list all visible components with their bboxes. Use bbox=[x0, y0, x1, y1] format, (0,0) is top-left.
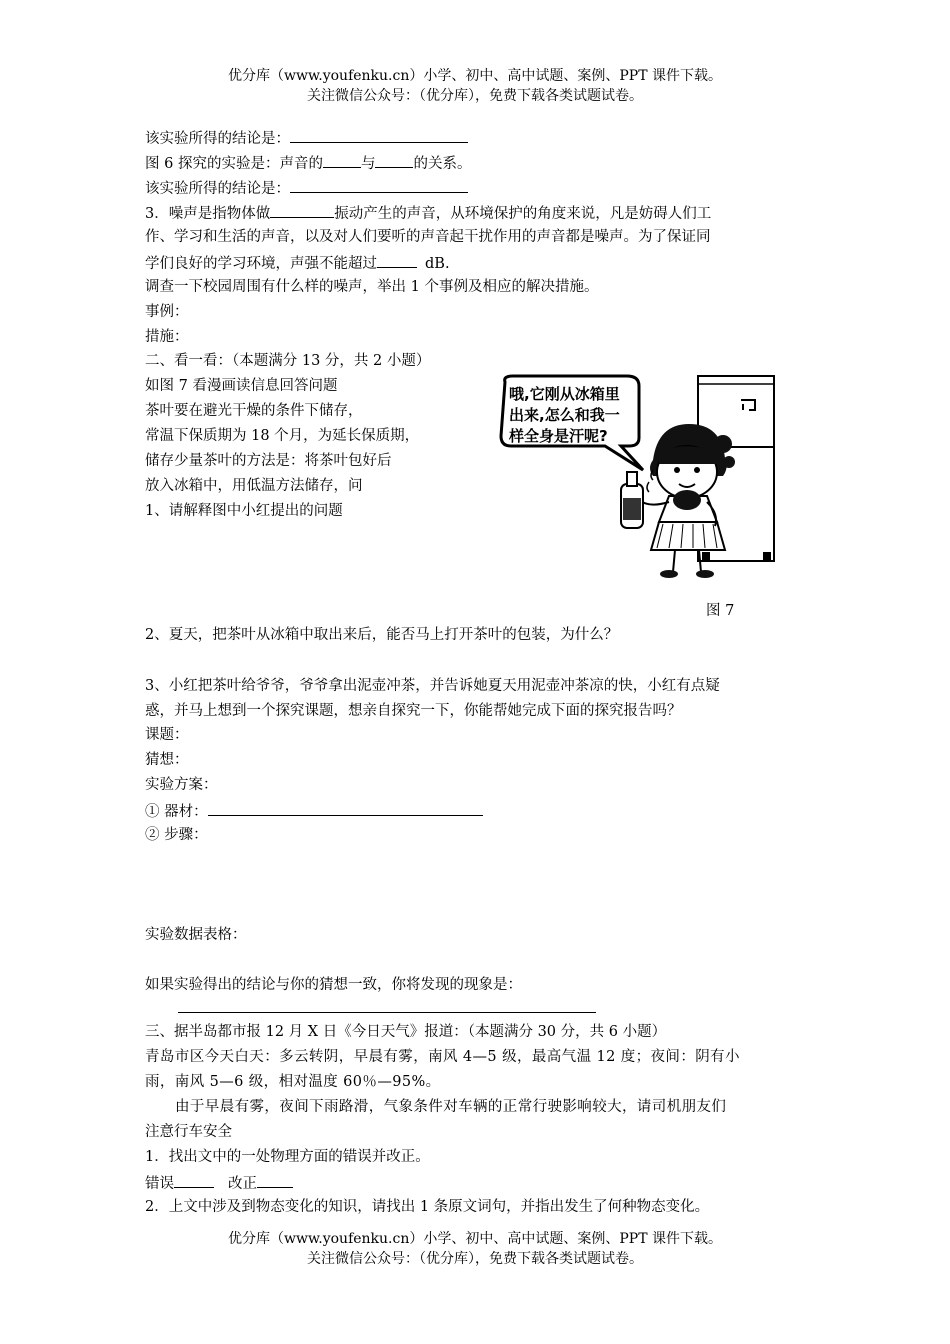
conclusion-label: 该实验所得的结论是： bbox=[145, 131, 290, 147]
part2-text-line-3: 常温下保质期为 18 个月，为延长保质期， bbox=[145, 428, 420, 444]
error-label: 错误 bbox=[145, 1176, 174, 1192]
equipment-label: ① 器材： bbox=[145, 804, 208, 820]
answer-blank[interactable] bbox=[178, 1011, 596, 1013]
part2-text-line-2: 茶叶要在避光干燥的条件下储存， bbox=[145, 403, 363, 419]
survey-line: 调查一下校园周围有什么样的噪声，举出 1 个事例及相应的解决措施。 bbox=[145, 279, 599, 295]
answer-blank[interactable] bbox=[174, 1172, 214, 1188]
answer-blank[interactable] bbox=[375, 152, 413, 168]
noise-question-line-2: 作、学习和生活的声音，以及对人们要听的声音起干扰作用的声音都是噪声。为了保证同 bbox=[145, 229, 711, 245]
fig6-line bbox=[145, 152, 471, 174]
phenomenon-question: 如果实验得出的结论与你的猜想一致，你将发现的现象是： bbox=[145, 977, 522, 993]
part3-question-1: 1．找出文中的一处物理方面的错误并改正。 bbox=[145, 1149, 430, 1165]
part2-text-line-5: 放入冰箱中，用低温方法储存，问 bbox=[145, 478, 363, 494]
noise-text-c: 学们良好的学习环境，声强不能超过 bbox=[145, 256, 377, 272]
noise-text-b: 振动产生的声音，从环境保护的角度来说，凡是妨碍人们工 bbox=[334, 206, 712, 222]
answer-blank[interactable] bbox=[377, 252, 417, 268]
answer-blank[interactable] bbox=[323, 152, 361, 168]
header-line-1: 优分库（www.youfenku.cn）小学、初中、高中试题、案例、PPT 课件下载。 bbox=[227, 68, 722, 84]
speech-bubble-line-3: 样全身是汗呢? bbox=[509, 427, 608, 445]
answer-blank[interactable] bbox=[257, 1172, 293, 1188]
conclusion-line-1 bbox=[145, 127, 468, 149]
conclusion-label: 该实验所得的结论是： bbox=[145, 181, 290, 197]
speech-bubble-line-1: 哦,它刚从冰箱里 bbox=[509, 385, 620, 403]
part2-question-1: 1、请解释图中小红提出的问题 bbox=[145, 503, 343, 519]
steps-label: ② 步骤： bbox=[145, 827, 208, 843]
example-label: 事例： bbox=[145, 304, 189, 320]
section-2-title: 二、看一看：（本题满分 13 分，共 2 小题） bbox=[145, 353, 431, 369]
noise-text-a: 3．噪声是指物体做 bbox=[145, 206, 271, 222]
safety-paragraph-line-2: 注意行车安全 bbox=[145, 1124, 232, 1140]
header-line-2: 关注微信公众号：（优分库），免费下载各类试题试卷。 bbox=[307, 88, 643, 104]
noise-question-line-1 bbox=[145, 202, 711, 224]
answer-blank[interactable] bbox=[290, 177, 468, 193]
figure-7-caption: 图 7 bbox=[706, 603, 735, 619]
noise-question-line-3 bbox=[145, 252, 450, 274]
part2-text-line-4: 储存少量茶叶的方法是：将茶叶包好后 bbox=[145, 453, 392, 469]
fig6-text-c: 的关系。 bbox=[413, 156, 472, 172]
cartoon-girl-fridge-illustration bbox=[493, 372, 779, 580]
equipment-line bbox=[145, 800, 483, 822]
conclusion-line-2 bbox=[145, 177, 468, 199]
footer-line-1: 优分库（www.youfenku.cn）小学、初中、高中试题、案例、PPT 课件下载。 bbox=[227, 1231, 722, 1247]
answer-blank[interactable] bbox=[208, 800, 483, 816]
plan-label: 实验方案： bbox=[145, 777, 218, 793]
error-fix-line bbox=[145, 1172, 293, 1194]
measure-label: 措施： bbox=[145, 329, 189, 345]
topic-label: 课题： bbox=[145, 727, 189, 743]
answer-blank[interactable] bbox=[290, 127, 468, 143]
fix-label: 改正 bbox=[228, 1176, 257, 1192]
fig6-text-b: 与 bbox=[360, 156, 376, 172]
section-3-title: 三、据半岛都市报 12 月 X 日《今日天气》报道：（本题满分 30 分，共 6 小题） bbox=[145, 1024, 667, 1040]
part2-question-2: 2、夏天，把茶叶从冰箱中取出来后，能否马上打开茶叶的包装，为什么？ bbox=[145, 627, 619, 643]
footer-line-2: 关注微信公众号：（优分库），免费下载各类试题试卷。 bbox=[307, 1251, 643, 1267]
part3-question-2: 2．上文中涉及到物态变化的知识，请找出 1 条原文词句，并指出发生了何种物态变化。 bbox=[145, 1199, 710, 1215]
answer-blank[interactable] bbox=[270, 202, 334, 218]
db-unit: dB. bbox=[425, 256, 450, 272]
speech-bubble-line-2: 出来,怎么和我一 bbox=[509, 406, 620, 424]
part2-text-line-1: 如图 7 看漫画读信息回答问题 bbox=[145, 378, 338, 394]
safety-paragraph-line-1: 由于早晨有雾，夜间下雨路滑，气象条件对车辆的正常行驶影响较大，请司机朋友们 bbox=[175, 1099, 727, 1115]
weather-paragraph-line-2: 雨，南风 5—6 级，相对温度 60％—95%。 bbox=[145, 1074, 441, 1090]
fig6-text-a: 图 6 探究的实验是：声音的 bbox=[145, 156, 323, 172]
data-table-label: 实验数据表格： bbox=[145, 927, 247, 943]
weather-paragraph-line-1: 青岛市区今天白天：多云转阴，早晨有雾，南风 4—5 级，最高气温 12 度；夜间：阴有小 bbox=[145, 1049, 740, 1065]
part2-question-3-line-2: 惑，并马上想到一个探究课题，想亲自探究一下，你能帮她完成下面的探究报告吗？ bbox=[145, 703, 682, 719]
part2-question-3-line-1: 3、小红把茶叶给爷爷，爷爷拿出泥壶冲茶，并告诉她夏天用泥壶冲茶凉的快，小红有点疑 bbox=[145, 678, 720, 694]
guess-label: 猜想： bbox=[145, 752, 189, 768]
